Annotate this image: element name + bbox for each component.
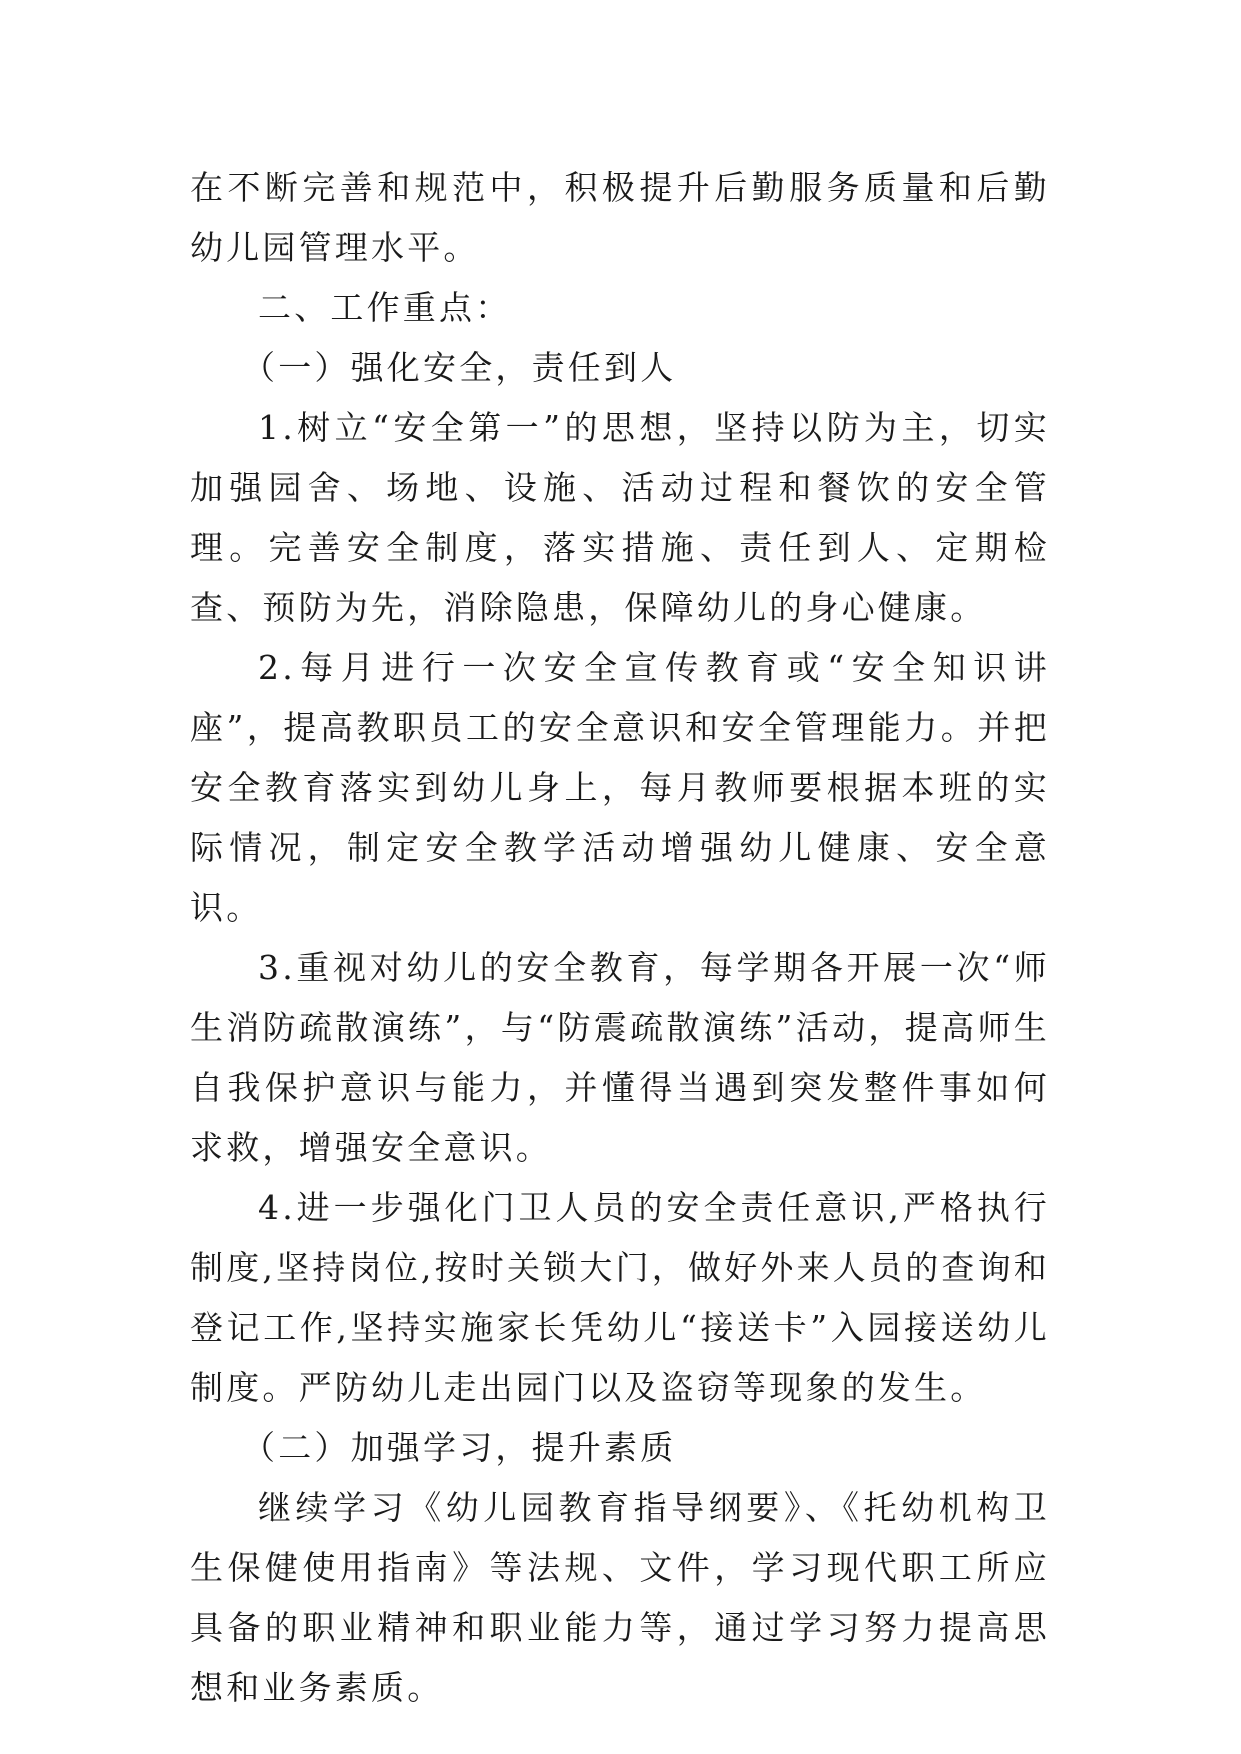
paragraph-learning: 继续学习《幼儿园教育指导纲要》、《托幼机构卫生保健使用指南》等法规、文件，学习现代职工所应具备的职业精神和职业能力等，通过学习努力提高思想和业务素质。 xyxy=(190,1488,1050,1707)
paragraph-item-3: 3.重视对幼儿的安全教育，每学期各开展一次“师生消防疏散演练”，与“防震疏散演练”活动，提高师生自我保护意识与能力，并懂得当遇到突发整件事如何求救，增强安全意识。 xyxy=(190,948,1050,1167)
document-body xyxy=(190,158,1050,1718)
subsection-heading-safety: （一）强化安全，责任到人 xyxy=(242,348,677,387)
paragraph-continuation: 在不断完善和规范中，积极提升后勤服务质量和后勤幼儿园管理水平。 xyxy=(190,168,1050,267)
paragraph-item-1: 1.树立“安全第一”的思想，坚持以防为主，切实加强园舍、场地、设施、活动过程和餐饮的安全管理。完善安全制度，落实措施、责任到人、定期检查、预防为先，消除隐患，保障幼儿的身心健康。 xyxy=(190,408,1050,627)
paragraph-item-4: 4.进一步强化门卫人员的安全责任意识,严格执行制度,坚持岗位,按时关锁大门，做好外来人员的查询和登记工作,坚持实施家长凭幼儿“接送卡”入园接送幼儿制度。严防幼儿走出园门以及盗窃等现象的发生。 xyxy=(190,1188,1050,1407)
section-heading-work-focus: 二、工作重点： xyxy=(258,288,512,327)
subsection-heading-learning: （二）加强学习，提升素质 xyxy=(242,1428,677,1467)
paragraph-item-2: 2.每月进行一次安全宣传教育或“安全知识讲座”，提高教职员工的安全意识和安全管理能力。并把安全教育落实到幼儿身上，每月教师要根据本班的实际情况，制定安全教学活动增强幼儿健康、安全意识。 xyxy=(190,648,1050,927)
